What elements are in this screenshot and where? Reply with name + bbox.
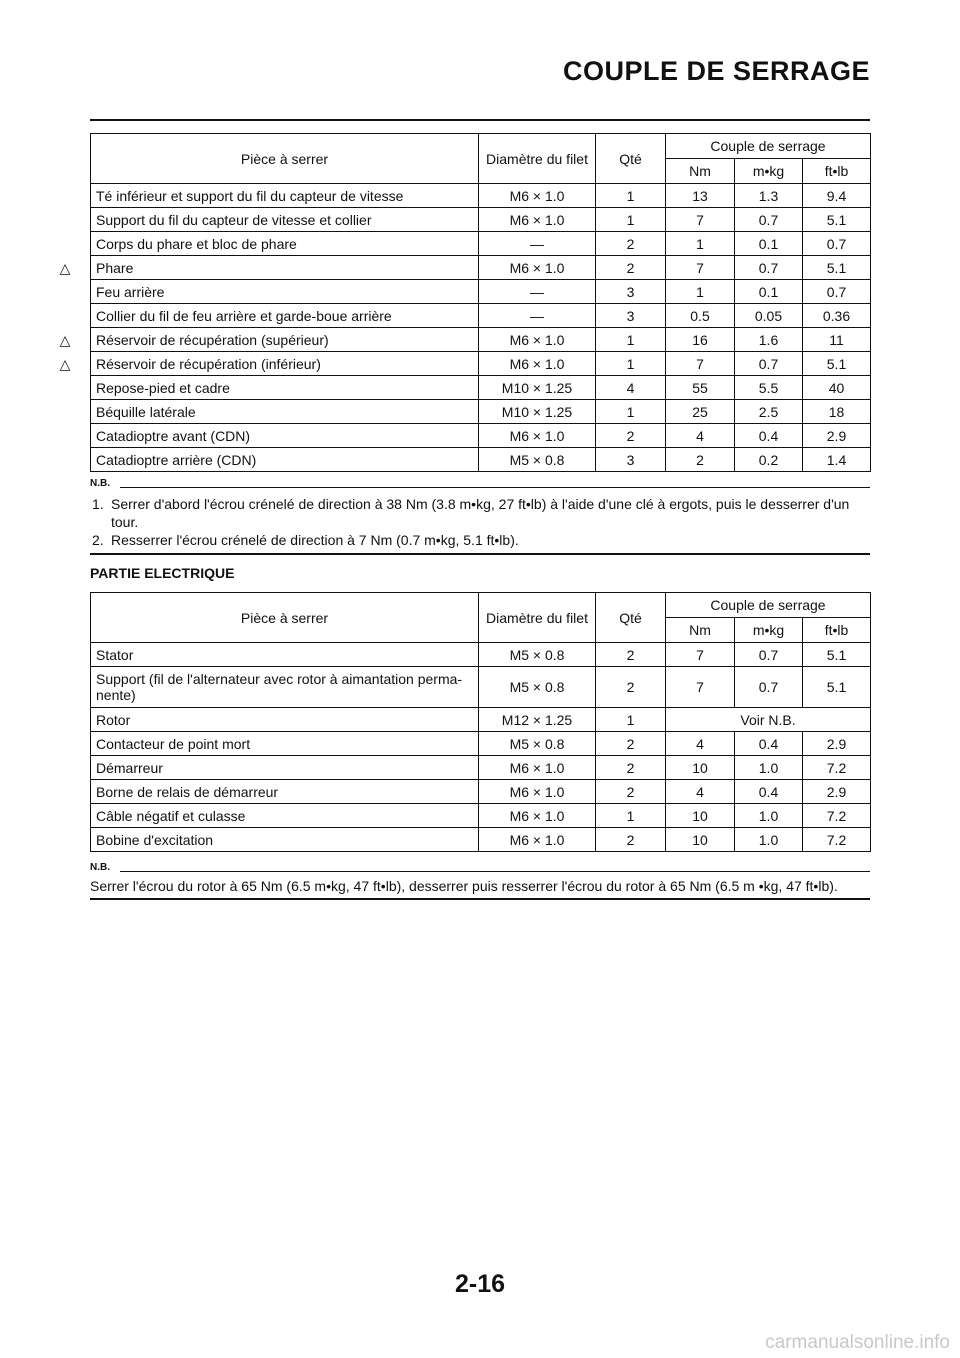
- table-row: [91, 667, 871, 708]
- cell-part: Borne de relais de démarreur: [91, 780, 479, 804]
- cell-thread: M6 × 1.0: [479, 184, 596, 208]
- section-heading: PARTIE ELECTRIQUE: [90, 565, 235, 581]
- cell-nm: 25: [666, 400, 735, 424]
- cell-mkg: 0.1: [735, 232, 803, 256]
- col-header-mkg: m•kg: [735, 159, 803, 184]
- note-item-number: 1.: [92, 496, 104, 512]
- cell-mkg: 0.7: [735, 208, 803, 232]
- cell-qty: 2: [596, 643, 666, 667]
- cell-part: Réservoir de récupération (supérieur): [91, 328, 479, 352]
- note-item-text: Serrer d'abord l'écrou crénelé de direction à 38 Nm (3.8 m•kg, 27 ft•lb) à l'aide d'une clé à ergots, puis le desserrer d'un tour.: [111, 496, 850, 530]
- cell-part: Bobine d'excitation: [91, 828, 479, 852]
- note-bottom-rule: [90, 898, 870, 900]
- cell-part: Support (fil de l'alternateur avec rotor à aimantation perma-nente): [91, 667, 479, 708]
- cell-part: Phare: [91, 256, 479, 280]
- cell-ftlb: 1.4: [803, 448, 871, 472]
- cell-ftlb: 5.1: [803, 256, 871, 280]
- table-row: [91, 400, 871, 424]
- cell-ftlb: 11: [803, 328, 871, 352]
- cell-mkg: 1.6: [735, 328, 803, 352]
- col-header-nm: Nm: [666, 618, 735, 643]
- cell-mkg: 0.4: [735, 780, 803, 804]
- col-header-thread: Diamètre du filet: [479, 593, 596, 643]
- table-row: [91, 732, 871, 756]
- cell-ftlb: 2.9: [803, 780, 871, 804]
- note-text: [90, 495, 870, 549]
- cell-nm: 7: [666, 643, 735, 667]
- cell-qty: 4: [596, 376, 666, 400]
- cell-qty: 2: [596, 256, 666, 280]
- cell-ftlb: 5.1: [803, 208, 871, 232]
- cell-part: Catadioptre arrière (CDN): [91, 448, 479, 472]
- cell-ftlb: 18: [803, 400, 871, 424]
- cell-thread: M6 × 1.0: [479, 804, 596, 828]
- cell-nm: 7: [666, 667, 735, 708]
- cell-qty: 2: [596, 232, 666, 256]
- table-row: [91, 184, 871, 208]
- cell-part: Contacteur de point mort: [91, 732, 479, 756]
- cell-part: Stator: [91, 643, 479, 667]
- col-header-part: Pièce à serrer: [91, 134, 479, 184]
- table-row: [91, 352, 871, 376]
- col-header-qty: Qté: [596, 134, 666, 184]
- torque-table-electrical: [90, 592, 871, 852]
- cell-nm: 4: [666, 780, 735, 804]
- cell-thread: M5 × 0.8: [479, 643, 596, 667]
- cell-part: Réservoir de récupération (inférieur): [91, 352, 479, 376]
- cell-ftlb: 5.1: [803, 352, 871, 376]
- cell-nm: 55: [666, 376, 735, 400]
- cell-part: Catadioptre avant (CDN): [91, 424, 479, 448]
- torque-table-chassis: [90, 133, 871, 472]
- table-row: [91, 708, 871, 732]
- note-label: N.B.: [90, 862, 110, 873]
- cell-mkg: 1.0: [735, 804, 803, 828]
- cell-mkg: 0.1: [735, 280, 803, 304]
- title-rule: [90, 119, 870, 121]
- cell-thread: M6 × 1.0: [479, 424, 596, 448]
- col-header-thread: Diamètre du filet: [479, 134, 596, 184]
- col-header-ftlb: ft•lb: [803, 618, 871, 643]
- change-mark-icon: △: [59, 259, 71, 276]
- cell-qty: 1: [596, 400, 666, 424]
- cell-thread: M6 × 1.0: [479, 352, 596, 376]
- cell-part: Corps du phare et bloc de phare: [91, 232, 479, 256]
- cell-thread: —: [479, 304, 596, 328]
- table-row: [91, 232, 871, 256]
- cell-qty: 1: [596, 184, 666, 208]
- table-row: [91, 828, 871, 852]
- cell-ftlb: 7.2: [803, 804, 871, 828]
- cell-qty: 1: [596, 328, 666, 352]
- cell-ftlb: 7.2: [803, 756, 871, 780]
- cell-ftlb: 40: [803, 376, 871, 400]
- table-row: [91, 424, 871, 448]
- cell-nm: 7: [666, 208, 735, 232]
- change-mark-icon: △: [59, 331, 71, 348]
- cell-mkg: 5.5: [735, 376, 803, 400]
- cell-nm: 16: [666, 328, 735, 352]
- note-item-number: 2.: [92, 532, 104, 548]
- table-row: [91, 756, 871, 780]
- table-row: [91, 328, 871, 352]
- cell-nm: 4: [666, 424, 735, 448]
- cell-qty: 2: [596, 828, 666, 852]
- cell-mkg: 0.2: [735, 448, 803, 472]
- table-row: [91, 280, 871, 304]
- cell-part: Collier du fil de feu arrière et garde-boue arrière: [91, 304, 479, 328]
- col-header-ftlb: ft•lb: [803, 159, 871, 184]
- cell-thread: M6 × 1.0: [479, 208, 596, 232]
- cell-qty: 3: [596, 448, 666, 472]
- note-bottom-rule: [90, 553, 870, 555]
- cell-nm: 7: [666, 352, 735, 376]
- cell-ftlb: 2.9: [803, 424, 871, 448]
- cell-qty: 3: [596, 280, 666, 304]
- cell-ftlb: 0.7: [803, 280, 871, 304]
- cell-qty: 2: [596, 756, 666, 780]
- cell-part: Démarreur: [91, 756, 479, 780]
- note-item-text: Resserrer l'écrou crénelé de direction à 7 Nm (0.7 m•kg, 5.1 ft•lb).: [111, 532, 519, 548]
- cell-thread: M12 × 1.25: [479, 708, 596, 732]
- cell-ftlb: 5.1: [803, 667, 871, 708]
- cell-thread: M10 × 1.25: [479, 400, 596, 424]
- cell-qty: 1: [596, 804, 666, 828]
- cell-nm: 1: [666, 280, 735, 304]
- cell-mkg: 1.0: [735, 756, 803, 780]
- cell-nm: 10: [666, 804, 735, 828]
- cell-mkg: 0.05: [735, 304, 803, 328]
- cell-ftlb: 5.1: [803, 643, 871, 667]
- cell-nm: 2: [666, 448, 735, 472]
- cell-nm: 10: [666, 828, 735, 852]
- cell-part: Té inférieur et support du fil du capteur de vitesse: [91, 184, 479, 208]
- cell-qty: 2: [596, 780, 666, 804]
- table-row: [91, 376, 871, 400]
- col-header-nm: Nm: [666, 159, 735, 184]
- watermark: carmanualsonline.info: [765, 1332, 950, 1353]
- cell-mkg: 1.0: [735, 828, 803, 852]
- cell-ftlb: 7.2: [803, 828, 871, 852]
- cell-nm: 4: [666, 732, 735, 756]
- cell-nm: 13: [666, 184, 735, 208]
- cell-qty: 1: [596, 708, 666, 732]
- table-row: [91, 643, 871, 667]
- note-label: N.B.: [90, 478, 110, 489]
- cell-part: Support du fil du capteur de vitesse et collier: [91, 208, 479, 232]
- cell-mkg: 0.7: [735, 643, 803, 667]
- cell-qty: 2: [596, 732, 666, 756]
- page-title: COUPLE DE SERRAGE: [562, 56, 870, 86]
- page-number: 2-16: [454, 1270, 506, 1298]
- note-item: [90, 495, 870, 531]
- cell-thread: M6 × 1.0: [479, 828, 596, 852]
- cell-mkg: 2.5: [735, 400, 803, 424]
- cell-thread: M10 × 1.25: [479, 376, 596, 400]
- cell-mkg: 0.7: [735, 667, 803, 708]
- cell-mkg: 1.3: [735, 184, 803, 208]
- col-header-torque: Couple de serrage: [666, 593, 871, 618]
- cell-qty: 3: [596, 304, 666, 328]
- cell-ftlb: 9.4: [803, 184, 871, 208]
- table-row: [91, 448, 871, 472]
- table-row: [91, 304, 871, 328]
- cell-qty: 1: [596, 352, 666, 376]
- note-rule: [120, 487, 870, 488]
- cell-qty: 1: [596, 208, 666, 232]
- cell-ftlb: 0.7: [803, 232, 871, 256]
- cell-nm: 7: [666, 256, 735, 280]
- table-row: [91, 804, 871, 828]
- cell-thread: M6 × 1.0: [479, 328, 596, 352]
- cell-thread: —: [479, 232, 596, 256]
- cell-qty: 2: [596, 667, 666, 708]
- cell-nm: 1: [666, 232, 735, 256]
- cell-thread: —: [479, 280, 596, 304]
- col-header-mkg: m•kg: [735, 618, 803, 643]
- change-mark-icon: △: [59, 355, 71, 372]
- note-rule: [120, 871, 870, 872]
- cell-torque-note: Voir N.B.: [666, 708, 871, 732]
- cell-mkg: 0.7: [735, 256, 803, 280]
- col-header-part: Pièce à serrer: [91, 593, 479, 643]
- note-item: [90, 531, 870, 549]
- table-row: [91, 780, 871, 804]
- cell-thread: M6 × 1.0: [479, 256, 596, 280]
- cell-ftlb: 2.9: [803, 732, 871, 756]
- cell-nm: 10: [666, 756, 735, 780]
- cell-part: Béquille latérale: [91, 400, 479, 424]
- cell-mkg: 0.4: [735, 424, 803, 448]
- cell-thread: M6 × 1.0: [479, 756, 596, 780]
- cell-thread: M5 × 0.8: [479, 732, 596, 756]
- cell-part: Feu arrière: [91, 280, 479, 304]
- cell-ftlb: 0.36: [803, 304, 871, 328]
- cell-thread: M5 × 0.8: [479, 448, 596, 472]
- table-row: [91, 256, 871, 280]
- table-row: [91, 208, 871, 232]
- col-header-torque: Couple de serrage: [666, 134, 871, 159]
- cell-thread: M5 × 0.8: [479, 667, 596, 708]
- cell-part: Rotor: [91, 708, 479, 732]
- note-text: Serrer l'écrou du rotor à 65 Nm (6.5 m•kg, 47 ft•lb), desserrer puis resserrer l'écrou du rotor à 65 Nm (6.5 m •kg, 47 ft•lb).: [90, 878, 838, 894]
- cell-part: Câble négatif et culasse: [91, 804, 479, 828]
- col-header-qty: Qté: [596, 593, 666, 643]
- cell-mkg: 0.7: [735, 352, 803, 376]
- cell-part: Repose-pied et cadre: [91, 376, 479, 400]
- cell-mkg: 0.4: [735, 732, 803, 756]
- cell-thread: M6 × 1.0: [479, 780, 596, 804]
- cell-nm: 0.5: [666, 304, 735, 328]
- cell-qty: 2: [596, 424, 666, 448]
